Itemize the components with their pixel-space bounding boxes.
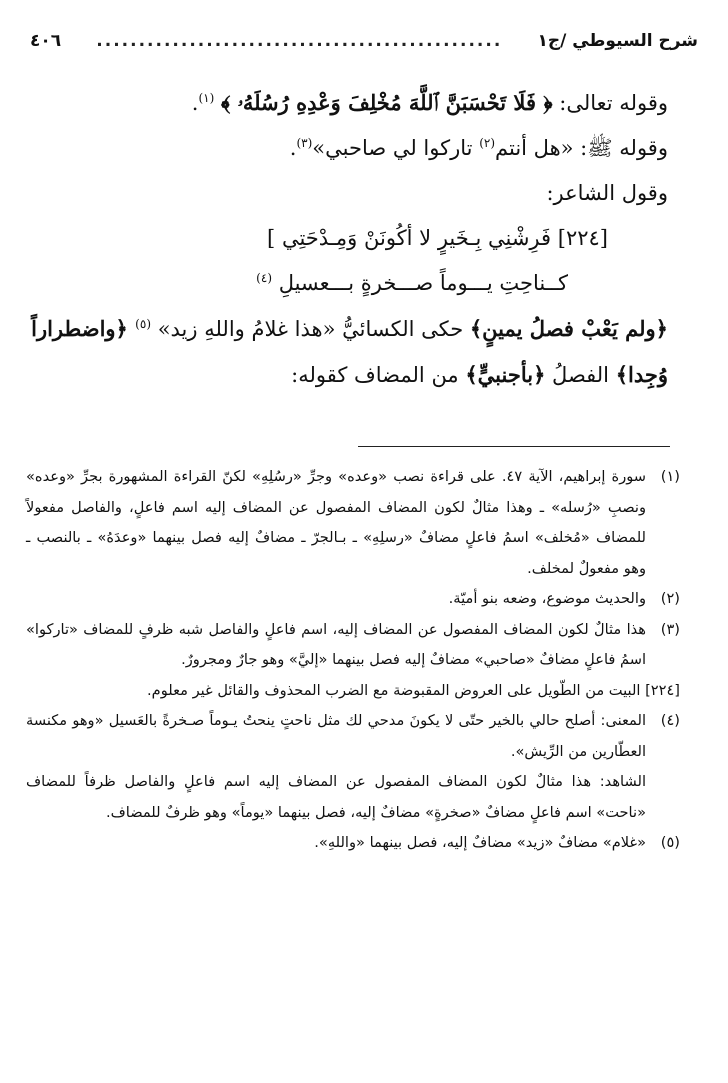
paragraph-quran-citation <box>28 80 668 126</box>
verse-hemistich-1: فَرِشْنِي بِـخَيرٍ لا أكُونَنْ وَمِـدْحَتِي <box>281 226 552 250</box>
footnote-ref-5[interactable]: (٥) <box>135 317 151 331</box>
matn-phrase-3: ﴿بأجنبيٍّ﴾ <box>465 362 546 387</box>
verse-line-2 <box>28 261 668 306</box>
matn-phrase-2: ﴿واضطراراً وُجِدا﴾ <box>31 316 668 387</box>
paragraph-hadith-citation <box>28 126 668 171</box>
page-number: ٤٠٦ <box>30 31 62 51</box>
footnote-text: والحديث موضوع، وضعه بنو أميّة. <box>448 590 646 607</box>
verse-hemistich-2: كــناحِتِ يـــوماً صـــخرةٍ بـــعسيلِ <box>278 271 568 295</box>
footnote-text: [٢٢٤] البيت من الطّويل على العروض المقبوضة مع الضرب المحذوف والقائل غير معلوم. <box>147 681 680 699</box>
hadith-end: . <box>289 136 297 160</box>
commentary-text-3: من المضاف كقوله: <box>291 363 466 387</box>
footnote-ref-4[interactable]: (٤) <box>256 271 272 285</box>
citation-lead: وقوله تعالى: <box>552 91 668 115</box>
footnote-text: «غلام» مضافٌ «زيد» مضافٌ إليه، فصل بينهما «واللهِ». <box>314 834 646 851</box>
footnote-ref-1[interactable]: (١) <box>198 91 215 105</box>
running-title: شرح السيوطي /ج۱ <box>537 31 698 51</box>
hadith-mid: تاركوا لي صاحبي» <box>312 136 480 160</box>
footnote-number: (١) <box>660 468 680 485</box>
footnote-1 <box>26 462 680 584</box>
footnote-text: هذا مثالٌ لكون المضاف المفصول عن المضاف إليه، اسم فاعلٍ والفاصل شبه ظرفٍ للمضاف «تاركوا» اسمُ فاعلٍ مضافٌ «صاحبي» مضافٌ إليه فصل بينهما «إليَّ» وهو جارٌ ومجرورٌ. <box>26 620 646 668</box>
footnote-number: (٣) <box>660 620 680 638</box>
footnote-number: (٤) <box>660 712 680 729</box>
footnotes <box>26 462 680 859</box>
footnote-5 <box>26 828 680 859</box>
paragraph-commentary <box>28 306 668 398</box>
footnote-text: سورة إبراهيم، الآية ٤٧. على قراءة نصب «وعده» وجرِّ «رسُلِهِ» لكنّ القراءة المشهورة بجرِّ «وعده» ونصبِ «رُسله» ـ وهذا مثالٌ لكون المضاف المفصول عن المضاف إليه اسم فاعلٍ، والفاصل مفعولاً للمضاف «مُخلف» اسمُ فاعلٍ مضافٌ «رسلِهِ» ـ بـالجرّ ـ مضافٌ إليه فصل بينهما «وعدَهُ» ـ بالنصب ـ وهو مفعولٌ لمخلف. <box>26 468 647 577</box>
citation-end: . <box>191 91 199 115</box>
footnote-text: المعنى: أصلح حالي بالخير حتّى لا يكونَ مدحي لك مثل ناحتٍ ينحتُ يـوماً صـخرةً بالعَسيل «وهو مكنسة العطّارين من الرِّيش». <box>26 712 646 760</box>
commentary-text-1: حكى الكسائيُّ «هذا غلامُ واللهِ زيد» <box>157 317 470 341</box>
footnote-ref-2[interactable]: (٢) <box>479 136 496 150</box>
page-header <box>30 26 698 56</box>
poet-intro: وقول الشاعر: <box>546 181 668 205</box>
footnote-3 <box>26 615 680 676</box>
matn-phrase-1: ﴿ولم يَعْبْ فصلُ يمينٍ﴾ <box>469 316 668 341</box>
header-dot-leader: ................................................ <box>96 31 503 51</box>
commentary-text-2: الفصلُ <box>545 363 616 387</box>
footnote-2 <box>26 584 680 615</box>
main-text <box>28 80 668 398</box>
footnote-number: (٢) <box>660 590 680 607</box>
footnote-number: (٥) <box>660 834 680 851</box>
hadith-lead: وقوله ﷺ: «هل أنتم <box>495 136 668 160</box>
footnote-4-evidence: الشاهد: هذا مثالٌ لكون المضاف المفصول عن المضاف إليه اسم فاعلٍ والفاصل ظرفاً للمضاف «ناحت» اسم فاعلٍ مضافٌ «صخرةٍ» مضافٌ إليه، فصل بينهما «يوماً» وهو ظرفٌ للمضاف. <box>26 773 646 821</box>
footnote-4 <box>26 706 680 767</box>
verse-bracket: ] <box>267 226 276 250</box>
verse-number: [٢٢٤] <box>557 226 608 250</box>
footnote-verse-source <box>26 676 680 707</box>
footnote-ref-3[interactable]: (٣) <box>296 136 313 150</box>
quran-quote: ﴿ فَلَا تَحْسَبَنَّ ٱللَّهَ مُخْلِفَ وَعْدِهِ رُسُلَهُۥ ﴾ <box>220 90 553 115</box>
footnote-separator <box>358 446 670 447</box>
verse-line-1 <box>28 216 668 261</box>
